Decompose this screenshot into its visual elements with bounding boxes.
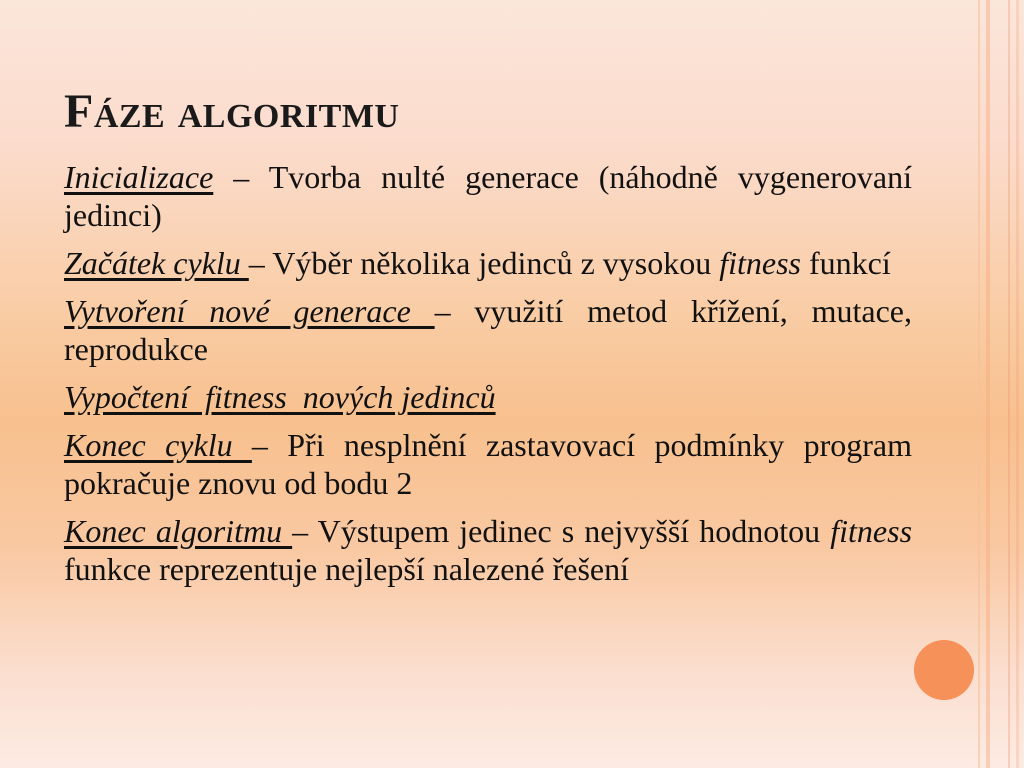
item-text: – Výstupem jedinec s nejvyšší hodnotou — [292, 513, 831, 549]
list-item — [64, 378, 912, 416]
slide-content — [64, 158, 912, 598]
item-italic: fitness — [719, 245, 801, 281]
item-text: – využití metod křížení, mutace, reprodukce — [64, 293, 913, 367]
item-term: Konec cyklu — [64, 427, 252, 463]
decorative-circle — [914, 640, 974, 700]
item-term: Konec algoritmu — [64, 513, 293, 549]
decorative-line — [1016, 0, 1019, 768]
list-item — [64, 244, 912, 282]
slide-title: Fáze algoritmu — [64, 85, 400, 138]
list-item — [64, 512, 912, 588]
item-term: Začátek cyklu — [64, 245, 249, 281]
decorative-line — [1008, 0, 1010, 768]
item-italic: fitness — [830, 513, 913, 549]
item-term: Vypočtení fitness nových jedinců — [64, 379, 496, 415]
item-text: funkce reprezentuje nejlepší nalezené řešení — [64, 551, 630, 587]
list-item — [64, 158, 912, 234]
item-text: – Tvorba nulté generace (náhodně vygenerovaní jedinci) — [64, 159, 912, 233]
list-item — [64, 292, 912, 368]
item-text: – Výběr několika jedinců z vysokou — [248, 245, 720, 281]
item-text: funkcí — [801, 245, 891, 281]
item-term: Inicializace — [64, 159, 214, 195]
item-term: Vytvoření nové generace — [64, 293, 435, 329]
item-text: – Při nesplnění zastavovací podmínky program pokračuje znovu od bodu 2 — [64, 427, 913, 501]
list-item — [64, 426, 912, 502]
